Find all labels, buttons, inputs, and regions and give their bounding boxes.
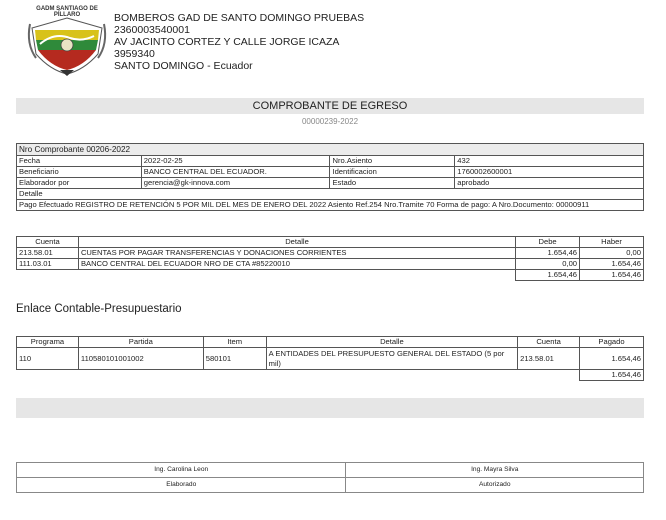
total-haber: 1.654,46 (580, 270, 644, 281)
organization-address: AV JACINTO CORTEZ Y CALLE JORGE ICAZA (114, 36, 340, 48)
estado-value: aprobado (455, 178, 644, 189)
detalle-label: Detalle (17, 189, 644, 200)
table-row (17, 463, 644, 478)
table-row (17, 478, 644, 493)
budget-link-table (16, 336, 644, 381)
identificacion-value: 1760002600001 (455, 167, 644, 178)
column-header-partida: Partida (78, 337, 203, 348)
table-row (17, 144, 644, 156)
logo-caption: GADM SANTIAGO DE PÍLLARO (36, 6, 98, 18)
totals-row (17, 370, 644, 381)
column-header-detalle: Detalle (266, 337, 517, 348)
table-row (17, 259, 644, 270)
pagado-value: 1.654,46 (580, 348, 644, 370)
account-debe: 1.654,46 (516, 248, 580, 259)
separator-band (16, 398, 644, 418)
column-header-haber: Haber (580, 237, 644, 248)
table-row (17, 156, 644, 167)
table-row (17, 167, 644, 178)
item-value: 580101 (203, 348, 266, 370)
account-detail: CUENTAS POR PAGAR TRANSFERENCIAS Y DONACIONES CORRIENTES (78, 248, 515, 259)
programa-value: 110 (17, 348, 79, 370)
voucher-number: Nro Comprobante 00206-2022 (17, 144, 644, 156)
logo-emblem-icon (24, 14, 110, 76)
table-header-row (17, 237, 644, 248)
fecha-value: 2022-02-25 (141, 156, 330, 167)
account-haber: 0,00 (580, 248, 644, 259)
organization-phone: 3959340 (114, 48, 155, 60)
fecha-label: Fecha (17, 156, 142, 167)
account-haber: 1.654,46 (580, 259, 644, 270)
column-header-programa: Programa (17, 337, 79, 348)
elaborador-label: Elaborador por (17, 178, 142, 189)
elaborador-value: gerencia@gk-innova.com (141, 178, 330, 189)
document-title: COMPROBANTE DE EGRESO (16, 98, 644, 114)
table-row (17, 189, 644, 200)
identificacion-label: Identificacion (330, 167, 455, 178)
voucher-info-table (16, 143, 644, 211)
cuenta-value: 213.58.01 (518, 348, 580, 370)
partida-value: 110580101001002 (78, 348, 203, 370)
organization-city: SANTO DOMINGO - Ecuador (114, 60, 253, 72)
account-code: 111.03.01 (17, 259, 79, 270)
institution-logo (24, 6, 110, 76)
table-row (17, 348, 644, 370)
table-row (17, 200, 644, 211)
column-header-item: Item (203, 337, 266, 348)
account-detail: BANCO CENTRAL DEL ECUADOR NRO DE CTA #85220010 (78, 259, 515, 270)
column-header-pagado: Pagado (580, 337, 644, 348)
beneficiario-value: BANCO CENTRAL DEL ECUADOR. (141, 167, 330, 178)
total-debe: 1.654,46 (516, 270, 580, 281)
total-pagado: 1.654,46 (580, 370, 644, 381)
organization-name: BOMBEROS GAD DE SANTO DOMINGO PRUEBAS (114, 12, 365, 24)
table-row (17, 248, 644, 259)
signer-autorizado-name: Ing. Mayra Silva (346, 463, 644, 478)
column-header-cuenta: Cuenta (17, 237, 79, 248)
organization-ruc: 2360003540001 (114, 24, 190, 36)
signer-elaborado-name: Ing. Carolina Leon (17, 463, 346, 478)
beneficiario-label: Beneficiario (17, 167, 142, 178)
section-title: Enlace Contable-Presupuestario (16, 303, 182, 315)
signer-autorizado-role: Autorizado (346, 478, 644, 493)
table-header-row (17, 337, 644, 348)
estado-label: Estado (330, 178, 455, 189)
column-header-detalle: Detalle (78, 237, 515, 248)
table-row (17, 178, 644, 189)
column-header-cuenta: Cuenta (518, 337, 580, 348)
detalle-value: A ENTIDADES DEL PRESUPUESTO GENERAL DEL ESTADO (5 por mil) (266, 348, 517, 370)
organization-info (114, 12, 364, 72)
detalle-value: Pago Efectuado REGISTRO DE RETENCIÓN 5 POR MIL DEL MES DE ENERO DEL 2022 Asiento Ref.254 Nro.Tramite 70 Forma de pago: A Nro.Documento: 00000911 (17, 200, 644, 211)
asiento-label: Nro.Asiento (330, 156, 455, 167)
signatures-table (16, 462, 644, 493)
asiento-value: 432 (455, 156, 644, 167)
account-debe: 0,00 (516, 259, 580, 270)
document-header (24, 6, 644, 76)
account-code: 213.58.01 (17, 248, 79, 259)
column-header-debe: Debe (516, 237, 580, 248)
document-number: 00000239-2022 (301, 117, 359, 126)
signer-elaborado-role: Elaborado (17, 478, 346, 493)
totals-row (17, 270, 644, 281)
accounts-table (16, 236, 644, 281)
